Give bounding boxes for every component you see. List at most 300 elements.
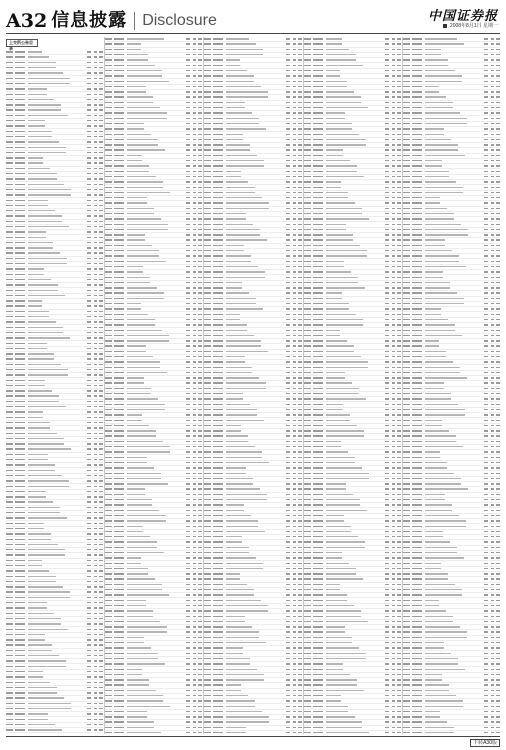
text-line-placeholder <box>397 621 401 622</box>
text-line-placeholder <box>304 637 311 638</box>
text-line-placeholder <box>491 314 494 315</box>
issue-date <box>443 22 498 29</box>
text-line-placeholder <box>403 324 410 325</box>
text-line-placeholder <box>412 324 422 325</box>
text-line-placeholder <box>6 464 13 465</box>
text-line-placeholder <box>186 266 190 267</box>
text-line-placeholder <box>496 202 500 203</box>
text-line-placeholder <box>186 314 190 315</box>
text-line-placeholder <box>28 560 42 561</box>
text-line-placeholder <box>114 488 124 489</box>
text-line-placeholder <box>28 131 52 132</box>
text-line-placeholder <box>198 255 202 256</box>
text-line-placeholder <box>326 478 369 479</box>
text-line-placeholder <box>198 250 202 251</box>
text-line-placeholder <box>397 637 401 638</box>
text-line-placeholder <box>484 245 488 246</box>
text-line-placeholder <box>186 478 190 479</box>
text-line-placeholder <box>94 687 97 688</box>
text-line-placeholder <box>114 298 124 299</box>
text-line-placeholder <box>15 523 25 524</box>
text-line-placeholder <box>293 192 296 193</box>
text-line-placeholder <box>392 382 395 383</box>
text-line-placeholder <box>298 663 302 664</box>
text-line-placeholder <box>313 292 323 293</box>
text-line-placeholder <box>298 155 302 156</box>
text-line-placeholder <box>198 626 202 627</box>
text-line-placeholder <box>127 335 169 336</box>
text-line-placeholder <box>15 284 25 285</box>
text-line-placeholder <box>293 706 296 707</box>
text-line-placeholder <box>186 690 190 691</box>
text-line-placeholder <box>326 202 355 203</box>
text-line-placeholder <box>28 231 46 232</box>
text-line-placeholder <box>204 65 211 66</box>
text-line-placeholder <box>28 78 70 79</box>
announcement-row <box>105 731 202 734</box>
text-line-placeholder <box>293 330 296 331</box>
text-line-placeholder <box>412 404 422 405</box>
text-line-placeholder <box>313 308 323 309</box>
text-line-placeholder <box>425 54 441 55</box>
text-line-placeholder <box>198 584 202 585</box>
text-line-placeholder <box>6 417 13 418</box>
text-line-placeholder <box>425 239 445 240</box>
text-line-placeholder <box>293 81 296 82</box>
text-line-placeholder <box>127 435 156 436</box>
text-line-placeholder <box>105 282 112 283</box>
text-line-placeholder <box>385 510 389 511</box>
text-line-placeholder <box>293 107 296 108</box>
text-line-placeholder <box>226 451 262 452</box>
text-line-placeholder <box>87 676 91 677</box>
text-line-placeholder <box>94 268 97 269</box>
text-line-placeholder <box>304 171 311 172</box>
text-line-placeholder <box>213 653 223 654</box>
text-line-placeholder <box>286 520 290 521</box>
text-line-placeholder <box>186 282 190 283</box>
text-line-placeholder <box>6 639 13 640</box>
text-line-placeholder <box>496 314 500 315</box>
text-line-placeholder <box>105 478 112 479</box>
text-line-placeholder <box>87 115 91 116</box>
text-line-placeholder <box>425 335 462 336</box>
text-line-placeholder <box>326 218 369 219</box>
text-line-placeholder <box>226 187 255 188</box>
text-line-placeholder <box>226 658 250 659</box>
text-line-placeholder <box>28 591 70 592</box>
text-line-placeholder <box>491 367 494 368</box>
text-line-placeholder <box>286 425 290 426</box>
text-line-placeholder <box>99 544 103 545</box>
text-line-placeholder <box>226 308 263 309</box>
text-line-placeholder <box>313 430 323 431</box>
text-line-placeholder <box>87 78 91 79</box>
text-line-placeholder <box>15 644 25 645</box>
text-line-placeholder <box>213 65 223 66</box>
text-line-placeholder <box>286 303 290 304</box>
text-line-placeholder <box>313 435 323 436</box>
text-line-placeholder <box>127 483 168 484</box>
text-line-placeholder <box>186 49 190 50</box>
text-line-placeholder <box>397 218 401 219</box>
text-line-placeholder <box>293 213 296 214</box>
text-line-placeholder <box>293 372 296 373</box>
text-line-placeholder <box>496 181 500 182</box>
text-line-placeholder <box>114 515 124 516</box>
text-line-placeholder <box>326 361 368 362</box>
text-line-placeholder <box>484 351 488 352</box>
text-line-placeholder <box>397 626 401 627</box>
text-line-placeholder <box>385 674 389 675</box>
text-line-placeholder <box>28 51 42 52</box>
text-line-placeholder <box>412 292 422 293</box>
text-line-placeholder <box>286 541 290 542</box>
text-line-placeholder <box>186 578 190 579</box>
text-line-placeholder <box>114 155 124 156</box>
text-line-placeholder <box>193 282 196 283</box>
text-line-placeholder <box>392 128 395 129</box>
text-line-placeholder <box>198 473 202 474</box>
text-line-placeholder <box>114 621 124 622</box>
text-line-placeholder <box>99 507 103 508</box>
text-line-placeholder <box>15 533 25 534</box>
text-line-placeholder <box>6 374 13 375</box>
text-line-placeholder <box>304 425 311 426</box>
text-line-placeholder <box>397 420 401 421</box>
text-line-placeholder <box>226 679 264 680</box>
text-line-placeholder <box>114 351 124 352</box>
text-line-placeholder <box>326 547 365 548</box>
text-line-placeholder <box>105 515 112 516</box>
text-line-placeholder <box>204 96 211 97</box>
text-line-placeholder <box>94 147 97 148</box>
text-line-placeholder <box>87 205 91 206</box>
text-line-placeholder <box>105 430 112 431</box>
text-line-placeholder <box>385 658 389 659</box>
text-line-placeholder <box>326 721 362 722</box>
text-line-placeholder <box>425 197 440 198</box>
text-line-placeholder <box>193 70 196 71</box>
text-line-placeholder <box>114 462 124 463</box>
text-line-placeholder <box>313 515 323 516</box>
text-line-placeholder <box>186 462 190 463</box>
text-line-placeholder <box>226 176 241 177</box>
text-line-placeholder <box>105 181 112 182</box>
text-line-placeholder <box>193 462 196 463</box>
text-line-placeholder <box>425 404 458 405</box>
text-line-placeholder <box>286 674 290 675</box>
text-line-placeholder <box>193 202 196 203</box>
text-line-placeholder <box>403 372 410 373</box>
text-line-placeholder <box>226 123 259 124</box>
text-line-placeholder <box>87 300 91 301</box>
text-line-placeholder <box>87 459 91 460</box>
text-line-placeholder <box>105 91 112 92</box>
text-line-placeholder <box>94 56 97 57</box>
text-line-placeholder <box>298 330 302 331</box>
text-line-placeholder <box>87 348 91 349</box>
text-line-placeholder <box>87 136 91 137</box>
text-line-placeholder <box>226 38 249 39</box>
text-line-placeholder <box>127 112 167 113</box>
text-line-placeholder <box>304 510 311 511</box>
text-line-placeholder <box>114 600 124 601</box>
text-line-placeholder <box>293 573 296 574</box>
text-line-placeholder <box>15 586 25 587</box>
text-line-placeholder <box>286 255 290 256</box>
text-line-placeholder <box>293 631 296 632</box>
text-line-placeholder <box>226 118 259 119</box>
text-line-placeholder <box>226 261 251 262</box>
text-line-placeholder <box>484 139 488 140</box>
text-line-placeholder <box>304 213 311 214</box>
text-line-placeholder <box>304 631 311 632</box>
text-line-placeholder <box>293 86 296 87</box>
text-line-placeholder <box>198 631 202 632</box>
text-line-placeholder <box>226 81 254 82</box>
text-line-placeholder <box>28 390 52 391</box>
text-line-placeholder <box>298 727 302 728</box>
text-line-placeholder <box>105 356 112 357</box>
text-line-placeholder <box>304 308 311 309</box>
text-line-placeholder <box>204 462 211 463</box>
text-line-placeholder <box>313 626 323 627</box>
text-line-placeholder <box>114 112 124 113</box>
text-line-placeholder <box>99 332 103 333</box>
text-line-placeholder <box>198 393 202 394</box>
text-line-placeholder <box>99 554 103 555</box>
text-line-placeholder <box>15 300 25 301</box>
text-line-placeholder <box>198 49 202 50</box>
text-line-placeholder <box>313 631 323 632</box>
text-line-placeholder <box>304 674 311 675</box>
text-line-placeholder <box>385 541 389 542</box>
text-line-placeholder <box>186 473 190 474</box>
text-line-placeholder <box>94 644 97 645</box>
text-line-placeholder <box>286 600 290 601</box>
text-line-placeholder <box>204 303 211 304</box>
text-line-placeholder <box>6 247 13 248</box>
text-line-placeholder <box>114 171 124 172</box>
text-line-placeholder <box>94 639 97 640</box>
text-line-placeholder <box>198 478 202 479</box>
text-line-placeholder <box>286 547 290 548</box>
text-line-placeholder <box>186 192 190 193</box>
text-line-placeholder <box>213 430 223 431</box>
text-line-placeholder <box>94 131 97 132</box>
text-line-placeholder <box>193 695 196 696</box>
text-line-placeholder <box>6 327 13 328</box>
text-line-placeholder <box>313 563 323 564</box>
text-line-placeholder <box>286 282 290 283</box>
text-line-placeholder <box>193 631 196 632</box>
text-line-placeholder <box>397 573 401 574</box>
text-line-placeholder <box>87 713 91 714</box>
text-line-placeholder <box>226 287 242 288</box>
text-line-placeholder <box>213 192 223 193</box>
text-line-placeholder <box>127 494 145 495</box>
text-line-placeholder <box>204 118 211 119</box>
text-line-placeholder <box>226 721 269 722</box>
text-line-placeholder <box>286 382 290 383</box>
text-line-placeholder <box>412 139 422 140</box>
text-line-placeholder <box>392 563 395 564</box>
text-line-placeholder <box>204 308 211 309</box>
text-line-placeholder <box>15 411 25 412</box>
text-line-placeholder <box>15 576 25 577</box>
text-line-placeholder <box>204 75 211 76</box>
text-line-placeholder <box>392 149 395 150</box>
text-line-placeholder <box>392 499 395 500</box>
text-line-placeholder <box>99 189 103 190</box>
text-line-placeholder <box>99 152 103 153</box>
text-line-placeholder <box>385 626 389 627</box>
text-line-placeholder <box>204 239 211 240</box>
text-line-placeholder <box>326 526 351 527</box>
text-line-placeholder <box>87 486 91 487</box>
text-line-placeholder <box>28 448 71 449</box>
text-line-placeholder <box>94 613 97 614</box>
text-line-placeholder <box>293 690 296 691</box>
text-line-placeholder <box>392 700 395 701</box>
text-line-placeholder <box>286 128 290 129</box>
text-line-placeholder <box>425 123 467 124</box>
text-line-placeholder <box>204 86 211 87</box>
text-line-placeholder <box>28 157 43 158</box>
text-line-placeholder <box>392 91 395 92</box>
text-line-placeholder <box>425 176 449 177</box>
text-line-placeholder <box>186 54 190 55</box>
text-line-placeholder <box>491 324 494 325</box>
text-line-placeholder <box>304 541 311 542</box>
text-line-placeholder <box>15 332 25 333</box>
text-line-placeholder <box>127 573 148 574</box>
text-line-placeholder <box>6 629 13 630</box>
text-line-placeholder <box>385 600 389 601</box>
text-line-placeholder <box>105 81 112 82</box>
text-line-placeholder <box>293 568 296 569</box>
text-line-placeholder <box>127 224 168 225</box>
text-line-placeholder <box>496 160 500 161</box>
text-line-placeholder <box>392 277 395 278</box>
text-line-placeholder <box>198 282 202 283</box>
text-line-placeholder <box>186 345 190 346</box>
text-line-placeholder <box>392 123 395 124</box>
text-line-placeholder <box>127 202 147 203</box>
text-line-placeholder <box>127 65 155 66</box>
text-line-placeholder <box>204 568 211 569</box>
text-line-placeholder <box>114 494 124 495</box>
text-line-placeholder <box>286 176 290 177</box>
text-line-placeholder <box>186 70 190 71</box>
text-line-placeholder <box>198 298 202 299</box>
text-line-placeholder <box>298 420 302 421</box>
text-line-placeholder <box>392 234 395 235</box>
text-line-placeholder <box>105 669 112 670</box>
text-line-placeholder <box>204 494 211 495</box>
text-line-placeholder <box>127 700 163 701</box>
text-line-placeholder <box>99 607 103 608</box>
text-line-placeholder <box>326 631 345 632</box>
text-line-placeholder <box>198 462 202 463</box>
text-line-placeholder <box>15 109 25 110</box>
text-line-placeholder <box>397 208 401 209</box>
text-line-placeholder <box>87 470 91 471</box>
text-line-placeholder <box>213 679 223 680</box>
text-line-placeholder <box>114 499 124 500</box>
text-line-placeholder <box>94 104 97 105</box>
text-line-placeholder <box>293 425 296 426</box>
text-line-placeholder <box>87 178 91 179</box>
text-line-placeholder <box>403 86 410 87</box>
text-line-placeholder <box>204 642 211 643</box>
text-line-placeholder <box>193 112 196 113</box>
text-line-placeholder <box>94 67 97 68</box>
text-line-placeholder <box>28 523 44 524</box>
text-line-placeholder <box>99 576 103 577</box>
text-line-placeholder <box>286 669 290 670</box>
text-line-placeholder <box>87 491 91 492</box>
text-line-placeholder <box>186 647 190 648</box>
text-line-placeholder <box>385 165 389 166</box>
text-line-placeholder <box>326 282 358 283</box>
text-line-placeholder <box>385 631 389 632</box>
text-line-placeholder <box>15 676 25 677</box>
text-line-placeholder <box>313 261 323 262</box>
text-line-placeholder <box>28 353 54 354</box>
text-line-placeholder <box>186 340 190 341</box>
text-line-placeholder <box>127 49 141 50</box>
text-line-placeholder <box>326 441 341 442</box>
text-line-placeholder <box>186 197 190 198</box>
text-line-placeholder <box>484 229 488 230</box>
text-line-placeholder <box>99 687 103 688</box>
text-line-placeholder <box>491 425 494 426</box>
text-line-placeholder <box>425 149 458 150</box>
text-line-placeholder <box>105 526 112 527</box>
text-line-placeholder <box>99 200 103 201</box>
text-line-placeholder <box>298 75 302 76</box>
text-line-placeholder <box>28 692 57 693</box>
text-line-placeholder <box>397 520 401 521</box>
text-line-placeholder <box>87 83 91 84</box>
text-line-placeholder <box>326 144 366 145</box>
text-line-placeholder <box>313 504 323 505</box>
text-line-placeholder <box>298 277 302 278</box>
text-line-placeholder <box>293 557 296 558</box>
text-line-placeholder <box>193 144 196 145</box>
text-line-placeholder <box>496 213 500 214</box>
text-line-placeholder <box>496 361 500 362</box>
text-line-placeholder <box>193 653 196 654</box>
text-line-placeholder <box>496 218 500 219</box>
text-line-placeholder <box>99 565 103 566</box>
text-line-placeholder <box>326 414 350 415</box>
text-line-placeholder <box>298 192 302 193</box>
text-line-placeholder <box>304 547 311 548</box>
text-line-placeholder <box>298 626 302 627</box>
text-line-placeholder <box>193 414 196 415</box>
text-line-placeholder <box>15 464 25 465</box>
text-line-placeholder <box>397 594 401 595</box>
text-line-placeholder <box>114 563 124 564</box>
text-line-placeholder <box>484 234 488 235</box>
text-line-placeholder <box>412 144 422 145</box>
text-line-placeholder <box>491 414 494 415</box>
text-line-placeholder <box>114 547 124 548</box>
text-line-placeholder <box>298 647 302 648</box>
